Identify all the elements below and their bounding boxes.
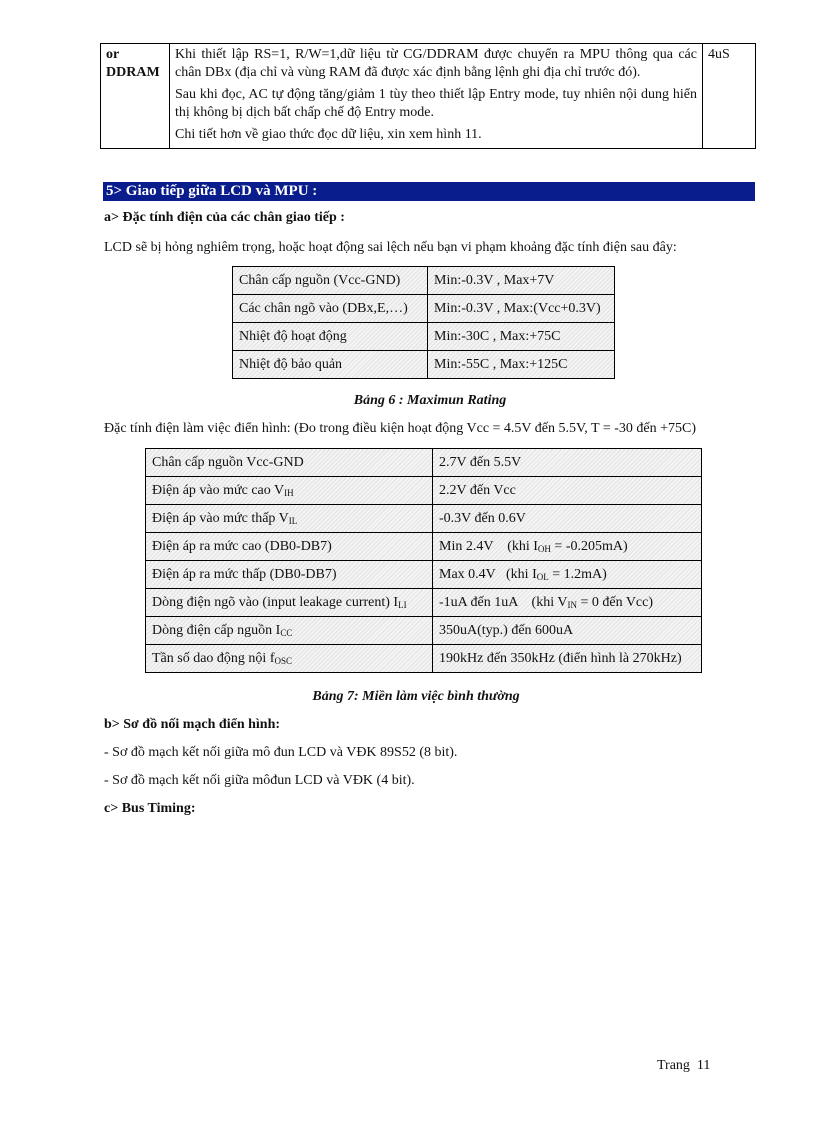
bullet-8bit: - Sơ đồ mạch kết nối giữa mô đun LCD và VĐK 89S52 (8 bit).: [104, 745, 458, 760]
param-value: 2.7V đến 5.5V: [433, 449, 702, 477]
param-label: Điện áp vào mức cao $V_{IH}$: [146, 477, 433, 505]
table-row: [146, 505, 702, 533]
subheading-b: b> Sơ đồ nối mạch điển hình:: [104, 717, 281, 732]
table-row: [146, 645, 702, 673]
param-label: Dòng điện ngõ vào (input leakage current) $I_{LI}$: [146, 589, 433, 617]
param-label: Điện áp ra mức cao (DB0-DB7): [146, 533, 433, 561]
param-value: 350uA(typ.) đến 600uA: [433, 617, 702, 645]
table-row: [146, 561, 702, 589]
table-row: [233, 267, 615, 295]
bullet-4bit: - Sơ đồ mạch kết nối giữa môđun LCD và VĐK (4 bit).: [104, 773, 415, 788]
param-value: 2.2V đến Vcc: [433, 477, 702, 505]
param-label: Chân cấp nguồn Vcc-GND: [146, 449, 433, 477]
table-row: [233, 351, 615, 379]
paragraph-a: LCD sẽ bị hỏng nghiêm trọng, hoặc hoạt động sai lệch nếu bạn vi phạm khoảng đặc tính điện sau đây:: [104, 240, 677, 255]
instruction-name-line2: DDRAM: [106, 65, 160, 80]
table-row: [146, 533, 702, 561]
param-value: -0.3V đến 0.6V: [433, 505, 702, 533]
table-6-caption: Bảng 6 : Maximun Rating: [353, 393, 507, 408]
param-label: Tần số dao động nội $f_{OSC}$: [146, 645, 433, 673]
table-row: [146, 589, 702, 617]
table-row: [233, 295, 615, 323]
rating-value: Min:-30C , Max:+75C: [428, 323, 615, 351]
read-ddram-table: [100, 43, 756, 149]
instruction-description-cell: [170, 44, 703, 149]
param-label: Dòng điện cấp nguồn $I_{CC}$: [146, 617, 433, 645]
instruction-name-line1: or: [106, 47, 120, 62]
param-value: Min 2.4V (khi $I_{OH} = -0.205mA$): [433, 533, 702, 561]
page-number: Trang 11: [657, 1058, 711, 1073]
table-row: [146, 477, 702, 505]
param-label: Điện áp vào mức thấp $V_{IL}$: [146, 505, 433, 533]
param-label: Điện áp ra mức thấp (DB0-DB7): [146, 561, 433, 589]
param-value: -1uA đến 1uA (khi $V_{IN} = 0$ đến Vcc): [433, 589, 702, 617]
table-7-caption: Bảng 7: Miền làm việc bình thường: [312, 689, 520, 704]
param-value: Max 0.4V (khi $I_{OL} = 1.2mA$): [433, 561, 702, 589]
rating-param: Nhiệt độ hoạt động: [233, 323, 428, 351]
section-heading: 5> Giao tiếp giữa LCD và MPU :: [103, 182, 755, 201]
rating-param: Chân cấp nguồn (Vcc-GND): [233, 267, 428, 295]
table-row: [233, 323, 615, 351]
instruction-name-cell: [101, 44, 170, 149]
description-paragraph: Khi thiết lập RS=1, R/W=1,dữ liệu từ CG/DDRAM được chuyển ra MPU thông qua các chân DBx (địa chỉ và vùng RAM đã được xác định bằng lệnh ghi địa chỉ trước đó).: [175, 47, 697, 80]
table-row: [146, 449, 702, 477]
subheading-a: a> Đặc tính điện của các chân giao tiếp :: [104, 210, 345, 225]
execution-time-cell: 4uS: [703, 44, 756, 149]
rating-value: Min:-0.3V , Max+7V: [428, 267, 615, 295]
rating-value: Min:-0.3V , Max:(Vcc+0.3V): [428, 295, 615, 323]
rating-param: Nhiệt độ bảo quản: [233, 351, 428, 379]
table-row: [146, 617, 702, 645]
description-paragraph: Sau khi đọc, AC tự động tăng/giảm 1 tùy theo thiết lập Entry mode, tuy nhiên nội dung hiển thị không bị dịch bất chấp chế độ Entry mode.: [175, 87, 697, 120]
rating-value: Min:-55C , Max:+125C: [428, 351, 615, 379]
paragraph-b: Đặc tính điện làm việc điển hình: (Đo trong điều kiện hoạt động Vcc = 4.5V đến 5.5V, T = -30 đến +75C): [104, 421, 697, 436]
subheading-c: c> Bus Timing:: [104, 801, 196, 816]
maximum-rating-table: [232, 266, 615, 379]
rating-param: Các chân ngõ vào (DBx,E,…): [233, 295, 428, 323]
param-value: 190kHz đến 350kHz (điển hình là 270kHz): [433, 645, 702, 673]
normal-operating-table: [145, 448, 702, 673]
description-paragraph: Chi tiết hơn về giao thức đọc dữ liệu, xin xem hình 11.: [175, 127, 482, 142]
